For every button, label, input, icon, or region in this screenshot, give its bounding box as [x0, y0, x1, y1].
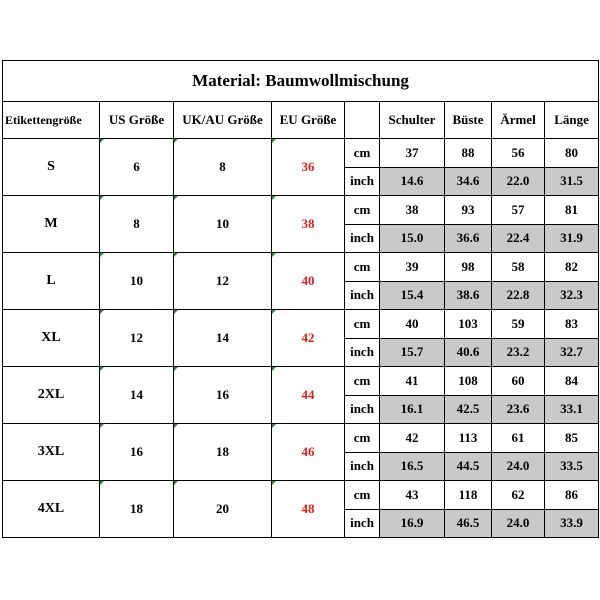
table-row [3, 424, 599, 453]
length-inch-cell: 32.7 [545, 338, 599, 367]
shoulder-inch-cell: 16.1 [380, 395, 445, 424]
size-label-cell: M [3, 196, 100, 253]
bust-cm-cell: 113 [445, 424, 492, 453]
ukau-size-cell: 20 [174, 481, 272, 538]
eu-size-cell: 38 [272, 196, 345, 253]
header-ukau-size: UK/AU Größe [174, 102, 272, 139]
sleeve-cm-cell: 56 [492, 139, 545, 168]
shoulder-inch-cell: 16.9 [380, 509, 445, 538]
size-label-cell: 2XL [3, 367, 100, 424]
ukau-size-cell: 8 [174, 139, 272, 196]
header-label-size: Etikettengröße [3, 102, 100, 139]
us-size-cell: 16 [100, 424, 174, 481]
ukau-size-cell: 18 [174, 424, 272, 481]
length-inch-cell: 33.1 [545, 395, 599, 424]
bust-cm-cell: 88 [445, 139, 492, 168]
shoulder-cm-cell: 42 [380, 424, 445, 453]
eu-size-cell: 40 [272, 253, 345, 310]
size-label-cell: XL [3, 310, 100, 367]
length-cm-cell: 85 [545, 424, 599, 453]
shoulder-cm-cell: 37 [380, 139, 445, 168]
unit-cm-cell: cm [345, 367, 380, 396]
sleeve-cm-cell: 61 [492, 424, 545, 453]
sleeve-cm-cell: 62 [492, 481, 545, 510]
sleeve-inch-cell: 22.0 [492, 167, 545, 196]
unit-inch-cell: inch [345, 281, 380, 310]
size-label-cell: L [3, 253, 100, 310]
length-cm-cell: 80 [545, 139, 599, 168]
eu-size-cell: 42 [272, 310, 345, 367]
us-size-cell: 12 [100, 310, 174, 367]
header-length: Länge [545, 102, 599, 139]
length-inch-cell: 33.5 [545, 452, 599, 481]
us-size-cell: 8 [100, 196, 174, 253]
length-cm-cell: 84 [545, 367, 599, 396]
shoulder-cm-cell: 38 [380, 196, 445, 225]
bust-inch-cell: 44.5 [445, 452, 492, 481]
shoulder-cm-cell: 40 [380, 310, 445, 339]
us-size-cell: 18 [100, 481, 174, 538]
size-label-cell: 4XL [3, 481, 100, 538]
unit-inch-cell: inch [345, 452, 380, 481]
unit-inch-cell: inch [345, 395, 380, 424]
sleeve-cm-cell: 60 [492, 367, 545, 396]
header-shoulder: Schulter [380, 102, 445, 139]
eu-size-cell: 44 [272, 367, 345, 424]
table-row [3, 139, 599, 168]
us-size-cell: 10 [100, 253, 174, 310]
header-row [3, 102, 599, 139]
length-cm-cell: 82 [545, 253, 599, 282]
sleeve-inch-cell: 24.0 [492, 509, 545, 538]
bust-cm-cell: 108 [445, 367, 492, 396]
length-inch-cell: 33.9 [545, 509, 599, 538]
bust-inch-cell: 38.6 [445, 281, 492, 310]
table-row [3, 367, 599, 396]
table-row [3, 310, 599, 339]
unit-cm-cell: cm [345, 310, 380, 339]
shoulder-inch-cell: 16.5 [380, 452, 445, 481]
sleeve-cm-cell: 57 [492, 196, 545, 225]
unit-cm-cell: cm [345, 481, 380, 510]
sleeve-inch-cell: 22.4 [492, 224, 545, 253]
size-label-cell: 3XL [3, 424, 100, 481]
unit-inch-cell: inch [345, 338, 380, 367]
unit-cm-cell: cm [345, 196, 380, 225]
header-eu-size: EU Größe [272, 102, 345, 139]
header-sleeve: Ärmel [492, 102, 545, 139]
unit-inch-cell: inch [345, 167, 380, 196]
header-bust: Büste [445, 102, 492, 139]
length-inch-cell: 31.9 [545, 224, 599, 253]
shoulder-cm-cell: 39 [380, 253, 445, 282]
sleeve-inch-cell: 23.2 [492, 338, 545, 367]
header-unit [345, 102, 380, 139]
ukau-size-cell: 14 [174, 310, 272, 367]
length-cm-cell: 83 [545, 310, 599, 339]
ukau-size-cell: 10 [174, 196, 272, 253]
sleeve-inch-cell: 24.0 [492, 452, 545, 481]
shoulder-inch-cell: 15.7 [380, 338, 445, 367]
unit-inch-cell: inch [345, 509, 380, 538]
shoulder-inch-cell: 15.0 [380, 224, 445, 253]
unit-inch-cell: inch [345, 224, 380, 253]
ukau-size-cell: 12 [174, 253, 272, 310]
sleeve-cm-cell: 58 [492, 253, 545, 282]
unit-cm-cell: cm [345, 424, 380, 453]
bust-inch-cell: 40.6 [445, 338, 492, 367]
length-inch-cell: 31.5 [545, 167, 599, 196]
bust-inch-cell: 36.6 [445, 224, 492, 253]
us-size-cell: 6 [100, 139, 174, 196]
shoulder-inch-cell: 15.4 [380, 281, 445, 310]
bust-inch-cell: 34.6 [445, 167, 492, 196]
length-cm-cell: 81 [545, 196, 599, 225]
shoulder-cm-cell: 41 [380, 367, 445, 396]
ukau-size-cell: 16 [174, 367, 272, 424]
header-us-size: US Größe [100, 102, 174, 139]
shoulder-inch-cell: 14.6 [380, 167, 445, 196]
eu-size-cell: 48 [272, 481, 345, 538]
sleeve-cm-cell: 59 [492, 310, 545, 339]
bust-cm-cell: 118 [445, 481, 492, 510]
unit-cm-cell: cm [345, 253, 380, 282]
sleeve-inch-cell: 23.6 [492, 395, 545, 424]
table-title: Material: Baumwollmischung [3, 61, 599, 102]
length-cm-cell: 86 [545, 481, 599, 510]
bust-inch-cell: 42.5 [445, 395, 492, 424]
table-row [3, 481, 599, 510]
unit-cm-cell: cm [345, 139, 380, 168]
length-inch-cell: 32.3 [545, 281, 599, 310]
table-row [3, 196, 599, 225]
bust-cm-cell: 103 [445, 310, 492, 339]
shoulder-cm-cell: 43 [380, 481, 445, 510]
size-label-cell: S [3, 139, 100, 196]
eu-size-cell: 46 [272, 424, 345, 481]
table-row [3, 253, 599, 282]
sleeve-inch-cell: 22.8 [492, 281, 545, 310]
size-chart-table [2, 60, 599, 538]
bust-cm-cell: 98 [445, 253, 492, 282]
bust-inch-cell: 46.5 [445, 509, 492, 538]
us-size-cell: 14 [100, 367, 174, 424]
bust-cm-cell: 93 [445, 196, 492, 225]
eu-size-cell: 36 [272, 139, 345, 196]
